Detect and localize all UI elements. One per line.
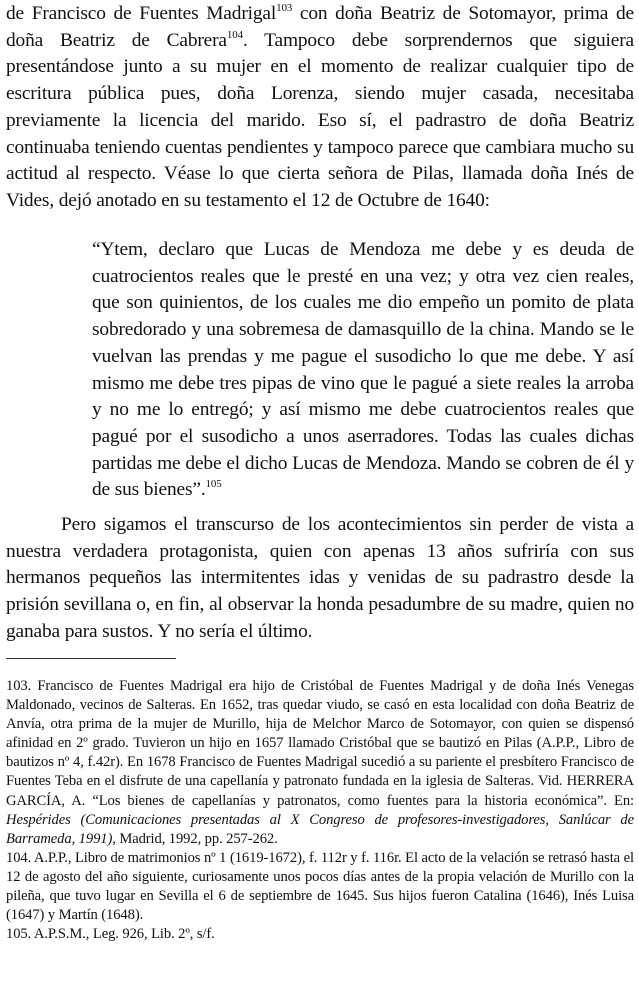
main-paragraph-2 bbox=[6, 512, 634, 646]
main-paragraph-1 bbox=[6, 1, 634, 215]
paragraph-1-text-a: de Francisco de Fuentes Madrigal bbox=[6, 3, 277, 24]
footnotes bbox=[6, 677, 634, 944]
footnote-ref-105: 105 bbox=[205, 478, 222, 491]
footnote-ref-104: 104 bbox=[226, 28, 243, 41]
footnote-103 bbox=[6, 677, 634, 849]
footnote-103-text-a: 103. Francisco de Fuentes Madrigal era hijo de Cristóbal de Fuentes Madrigal y de doña Inés Venegas Maldonado, vecinos de Salteras. En 1652, tras quedar viudo, se casó en esta localidad con doña Beatriz de Anvía, otra prima de la mujer de Murillo, hija de Melchor Marco de Sotomayor, con quien se dispensó afinidad en 2º grado. Tuvieron un hijo en 1657 llamado Cristóbal que se bautizó en Pilas (A.P.P., Libro de bautizos nº 4, f.42r). En 1678 Francisco de Fuentes Madrigal sucedió a su pariente el presbítero Francisco de Fuentes Teba en el disfrute de una capellanía y patronato fundada en la iglesia de Salteras. Vid. HERRERA GARCÍA, A. “Los bienes de capellanías y patronatos, como fuentes para la historia económica”. En: bbox=[6, 678, 634, 809]
footnote-103-italic: Hespérides (Comunicaciones presentadas al X Congreso de profesores-investigadores, Sanlúcar de Barrameda, 1991) bbox=[6, 811, 634, 847]
footnote-ref-103: 103 bbox=[276, 2, 293, 14]
paragraph-1-text-c: . Tampoco debe sorprendernos que siguiera presentándose junto a su mujer en el momento de realizar cualquier tipo de escritura pública pues, doña Lorenza, siendo mujer casada, necesitaba previamente la licencia del marido. Eso sí, el padrastro de doña Beatriz continuaba teniendo cuentas pendientes y tampoco parece que cambiara mucho su actitud al respecto. Véase lo que cierta señora de Pilas, llamada doña Inés de Vides, dejó anotado en su testamento el 12 de Octubre de 1640: bbox=[6, 29, 634, 211]
footnote-103-text-b: , Madrid, 1992, pp. 257-262. bbox=[112, 830, 278, 847]
paragraph-2-text: Pero sigamos el transcurso de los acontecimientos sin perder de vista a nuestra verdadera protagonista, quien con apenas 13 años sufriría con sus hermanos pequeños las intermitentes idas y venidas de su padrastro desde la prisión sevillana o, en fin, al observar la honda pesadumbre de su madre, quien no ganaba para sustos. Y no sería el último. bbox=[6, 514, 634, 642]
paragraph-1-text-b: con doña Beatriz de Sotomayor, prima de doña Beatriz de Cabrera bbox=[6, 3, 634, 51]
footnote-divider bbox=[6, 658, 176, 659]
footnote-105: 105. A.P.S.M., Leg. 926, Lib. 2º, s/f. bbox=[6, 926, 215, 943]
footnote-104: 104. A.P.P., Libro de matrimonios nº 1 (1619-1672), f. 112r y f. 116r. El acto de la velación se retrasó hasta el 12 de agosto del año siguiente, curiosamente unos pocos días antes de la propia velación de Murillo con la pileña, que tuvo lugar en Sevilla el 6 de septiembre de 1645. Sus hijos fueron Catalina (1646), Inés Luisa (1647) y Martín (1648). bbox=[6, 849, 634, 924]
block-quote bbox=[92, 237, 634, 504]
quote-text: “Ytem, declaro que Lucas de Mendoza me debe y es deuda de cuatrocientos reales que le presté en una vez; y otra vez cien reales, que son quinientos, de los cuales me dio empeño un pomito de plata sobredorado y una sobremesa de damasquillo de la china. Mando se le vuelvan las prendas y me pague el susodicho lo que me debe. Y así mismo me debe tres pipas de vino que le pagué a siete reales la arroba y no me lo entregó; y así mismo me debe cuatrocientos reales que pagué por el susodicho a unos aserradores. Todas las cuales dichas partidas me debe el dicho Lucas de Mendoza. Mando se cobren de él y de sus bienes”. bbox=[92, 239, 634, 501]
